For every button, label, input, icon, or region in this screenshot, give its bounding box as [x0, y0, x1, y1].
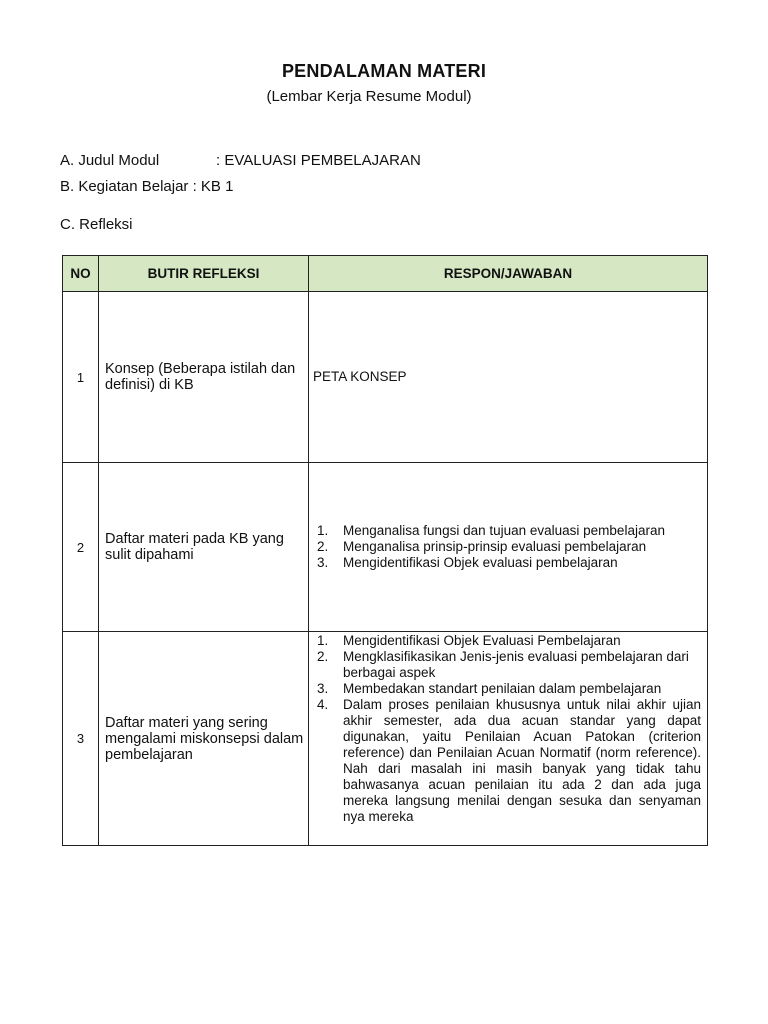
list-item	[313, 681, 701, 697]
row-number: 3	[63, 632, 99, 846]
butir-refleksi-cell: Daftar materi pada KB yang sulit dipahami	[99, 463, 309, 632]
list-item-number: 3.	[317, 555, 329, 570]
list-item	[313, 649, 701, 681]
butir-refleksi-cell: Daftar materi yang sering mengalami miskonsepsi dalam pembelajaran	[99, 632, 309, 846]
list-item-text: Menganalisa prinsip-prinsip evaluasi pembelajaran	[343, 539, 647, 554]
list-item	[313, 539, 701, 555]
refleksi-table	[62, 255, 708, 846]
header-butir-refleksi: BUTIR REFLEKSI	[99, 256, 309, 292]
list-item-text: Mengklasifikasikan Jenis-jenis evaluasi pembelajaran dari berbagai aspek	[343, 649, 689, 680]
table-row	[63, 632, 708, 846]
respon-list	[313, 523, 701, 571]
list-item	[313, 523, 701, 539]
list-item-text: Dalam proses penilaian khususnya untuk nilai akhir ujian akhir semester, ada dua acuan standar yang dapat digunakan, yaitu Penilaian Acuan Patokan (criterion reference) dan Penilaian Acuan Normatif (norm reference). Nah dari masalah ini masih banyak yang tidak tahu bahwasanya acuan penilaian itu ada 2 dan ada juga mereka langsung menilai dengan sesuka dan senyaman nya mereka	[343, 697, 701, 824]
section-refleksi-label: C. Refleksi	[60, 216, 133, 233]
respon-cell: PETA KONSEP	[309, 292, 708, 463]
list-item	[313, 697, 701, 825]
header-no: NO	[63, 256, 99, 292]
kegiatan-belajar-value: : KB 1	[192, 178, 234, 195]
list-item-number: 1.	[317, 523, 329, 538]
list-item	[313, 555, 701, 571]
list-item-number: 4.	[317, 697, 329, 712]
list-item-text: Mengidentifikasi Objek evaluasi pembelajaran	[343, 555, 618, 570]
field-judul-modul	[60, 152, 421, 169]
row-number: 2	[63, 463, 99, 632]
respon-cell	[309, 463, 708, 632]
table-header-row	[63, 256, 708, 292]
header-respon-jawaban: RESPON/JAWABAN	[309, 256, 708, 292]
row-number: 1	[63, 292, 99, 463]
respon-list	[313, 632, 701, 825]
field-kegiatan-belajar	[60, 178, 233, 195]
judul-modul-value: : EVALUASI PEMBELAJARAN	[216, 152, 421, 169]
respon-cell	[309, 632, 708, 846]
table-row	[63, 463, 708, 632]
list-item-number: 2.	[317, 539, 329, 554]
list-item	[313, 633, 701, 649]
kegiatan-belajar-label: B. Kegiatan Belajar	[60, 178, 189, 195]
judul-modul-label: A. Judul Modul	[60, 152, 160, 169]
list-item-number: 3.	[317, 681, 329, 696]
table-row	[63, 292, 708, 463]
list-item-number: 1.	[317, 633, 329, 648]
list-item-number: 2.	[317, 649, 329, 664]
page-subtitle: (Lembar Kerja Resume Modul)	[266, 88, 472, 105]
list-item-text: Menganalisa fungsi dan tujuan evaluasi pembelajaran	[343, 523, 665, 538]
butir-refleksi-cell: Konsep (Beberapa istilah dan definisi) di KB	[99, 292, 309, 463]
page-title: PENDALAMAN MATERI	[281, 61, 487, 81]
list-item-text: Mengidentifikasi Objek Evaluasi Pembelajaran	[343, 633, 621, 648]
list-item-text: Membedakan standart penilaian dalam pembelajaran	[343, 681, 662, 696]
